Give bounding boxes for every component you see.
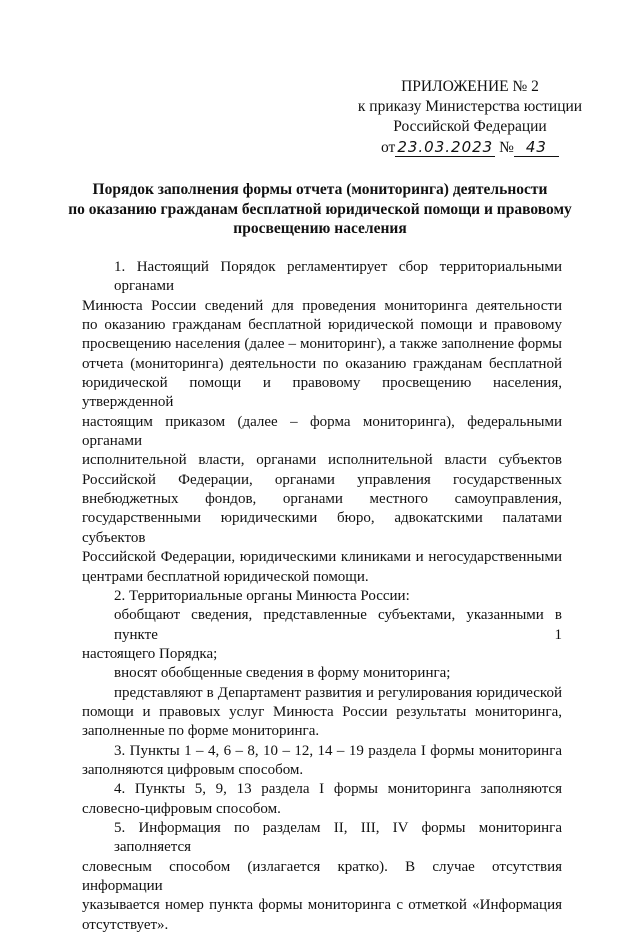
- handwritten-number: 43: [514, 138, 559, 157]
- text-line: словесным способом (излагается кратко). В случае отсутствия информации: [82, 858, 562, 894]
- document-body: [82, 258, 562, 935]
- text-line: помощи и правовых услуг Минюста России результаты мониторинга,: [82, 703, 562, 720]
- text-line: Минюста России сведений для проведения мониторинга деятельности: [82, 297, 562, 314]
- text-line: 3. Пункты 1 – 4, 6 – 8, 10 – 12, 14 – 19 раздела I формы мониторинга: [114, 742, 562, 759]
- text-line: настоящего Порядка;: [82, 645, 218, 662]
- federation-line: Российской Федерации: [393, 118, 547, 135]
- order-reference: к приказу Министерства юстиции: [357, 98, 583, 115]
- date-number-line: [381, 137, 559, 158]
- text-line: представляют в Департамент развития и регулирования юридической: [114, 684, 562, 701]
- number-label: №: [499, 139, 514, 156]
- text-line: просвещению населения (далее – мониторинг), а также заполнение формы: [82, 336, 562, 353]
- paragraph: [82, 664, 562, 683]
- text-line: отчета (мониторинга) деятельности по оказанию гражданам бесплатной: [82, 355, 562, 372]
- title-line: просвещению населения: [233, 220, 407, 237]
- paragraph: [82, 819, 562, 935]
- paragraph: [82, 684, 562, 742]
- text-line: обобщают сведения, представленные субъектами, указанными в пункте 1: [114, 607, 562, 643]
- text-line: Российской Федерации, органами управления государственных: [82, 471, 562, 488]
- text-line: Российской Федерации, юридическими клиниками и негосударственными: [82, 549, 562, 566]
- text-line: 1. Настоящий Порядок регламентирует сбор территориальными органами: [114, 259, 562, 295]
- text-line: государственными юридическими бюро, адвокатскими палатами субъектов: [82, 510, 562, 546]
- appendix-number: ПРИЛОЖЕНИЕ № 2: [401, 78, 539, 95]
- title-line: по оказанию гражданам бесплатной юридической помощи и правовому: [68, 200, 572, 218]
- text-line: настоящим приказом (далее – форма мониторинга), федеральными органами: [82, 413, 562, 450]
- text-line: по оказанию гражданам бесплатной юридической помощи и правовому: [82, 317, 562, 334]
- text-line: юридической помощи и правовому просвещению населения, утвержденной: [82, 375, 562, 411]
- text-line: центрами бесплатной юридической помощи.: [82, 568, 369, 585]
- title-line: Порядок заполнения формы отчета (мониторинга) деятельности: [92, 181, 548, 198]
- text-line: заполненные по форме мониторинга.: [82, 723, 320, 740]
- text-line: заполняются цифровым способом.: [82, 761, 304, 778]
- text-line: исполнительной власти, органами исполнительной власти субъектов: [82, 452, 562, 469]
- paragraph: [82, 742, 562, 781]
- handwritten-date: 23.03.2023: [397, 138, 494, 156]
- paragraph: [82, 606, 562, 664]
- text-line: внебюджетных фондов, органами местного самоуправления,: [82, 491, 562, 508]
- paragraph: [82, 780, 562, 819]
- text-line: отсутствует».: [82, 916, 169, 933]
- appendix-header: [330, 77, 610, 158]
- text-line: 5. Информация по разделам II, III, IV формы мониторинга заполняется: [114, 819, 562, 856]
- text-line: вносят обобщенные сведения в форму мониторинга;: [114, 665, 451, 682]
- date-prefix: от: [381, 139, 396, 156]
- text-line: 2. Территориальные органы Минюста России:: [114, 587, 410, 604]
- paragraph: [82, 587, 562, 606]
- text-line: указывается номер пункта формы мониторинга с отметкой «Информация: [82, 897, 562, 914]
- document-title: [40, 180, 600, 239]
- text-line: 4. Пункты 5, 9, 13 раздела I формы мониторинга заполняются: [114, 781, 562, 798]
- text-line: словесно-цифровым способом.: [82, 800, 281, 817]
- paragraph: [82, 258, 562, 587]
